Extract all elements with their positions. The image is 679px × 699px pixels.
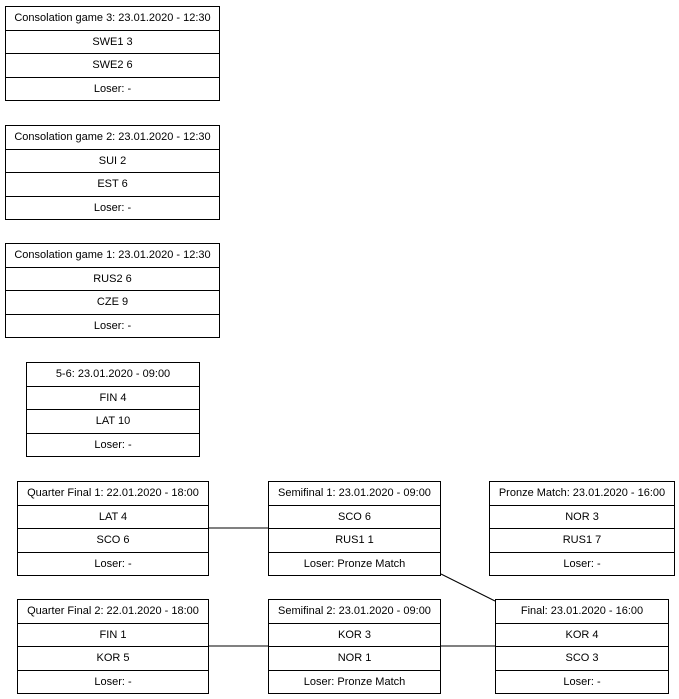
team-1-score: FIN 1 [18, 624, 208, 648]
match-box-semifinal-2 [268, 599, 441, 694]
team-2-score: KOR 5 [18, 647, 208, 671]
team-2-score: CZE 9 [6, 291, 219, 315]
team-1-score: FIN 4 [27, 387, 199, 411]
match-box-consolation-game-1 [5, 243, 220, 338]
match-box-consolation-game-2 [5, 125, 220, 220]
match-box-consolation-game-3 [5, 6, 220, 101]
match-box-final [495, 599, 669, 694]
loser-info: Loser: - [563, 557, 601, 570]
team-1-score: NOR 3 [490, 506, 674, 530]
team-2-score: SWE2 6 [6, 54, 219, 78]
loser-info: Loser: - [93, 319, 132, 332]
team-1-score: KOR 4 [496, 624, 668, 648]
team-2-score: EST 6 [6, 173, 219, 197]
loser-info: Loser: Pronze Match [303, 675, 406, 688]
connector-sf1-final [441, 574, 495, 601]
match-title: Final: 23.01.2020 - 16:00 [496, 600, 668, 624]
team-1-score: SWE1 3 [6, 31, 219, 55]
team-2-score: SCO 3 [496, 647, 668, 671]
match-box-bronze-match [489, 481, 675, 576]
team-1-score: SUI 2 [6, 150, 219, 174]
match-box-placement-5-6 [26, 362, 200, 457]
match-title: Pronze Match: 23.01.2020 - 16:00 [490, 482, 674, 506]
loser-info: Loser: - [94, 438, 132, 451]
match-title: 5-6: 23.01.2020 - 09:00 [27, 363, 199, 387]
match-title: Consolation game 2: 23.01.2020 - 12:30 [6, 126, 219, 150]
match-box-semifinal-1 [268, 481, 441, 576]
team-2-score: NOR 1 [269, 647, 440, 671]
match-title: Quarter Final 1: 22.01.2020 - 18:00 [18, 482, 208, 506]
loser-info: Loser: - [563, 675, 601, 688]
loser-info: Loser: - [93, 82, 132, 95]
team-2-score: RUS1 1 [269, 529, 440, 553]
loser-info: Loser: - [94, 675, 132, 688]
loser-info: Loser: Pronze Match [303, 557, 406, 570]
team-2-score: LAT 10 [27, 410, 199, 434]
team-1-score: KOR 3 [269, 624, 440, 648]
team-2-score: SCO 6 [18, 529, 208, 553]
team-1-score: SCO 6 [269, 506, 440, 530]
match-box-quarter-final-1 [17, 481, 209, 576]
match-title: Semifinal 2: 23.01.2020 - 09:00 [269, 600, 440, 624]
team-1-score: RUS2 6 [6, 268, 219, 292]
match-title: Semifinal 1: 23.01.2020 - 09:00 [269, 482, 440, 506]
loser-info: Loser: - [94, 557, 132, 570]
match-title: Consolation game 1: 23.01.2020 - 12:30 [6, 244, 219, 268]
match-title: Quarter Final 2: 22.01.2020 - 18:00 [18, 600, 208, 624]
team-2-score: RUS1 7 [490, 529, 674, 553]
match-title: Consolation game 3: 23.01.2020 - 12:30 [6, 7, 219, 31]
loser-info: Loser: - [93, 201, 132, 214]
match-box-quarter-final-2 [17, 599, 209, 694]
team-1-score: LAT 4 [18, 506, 208, 530]
